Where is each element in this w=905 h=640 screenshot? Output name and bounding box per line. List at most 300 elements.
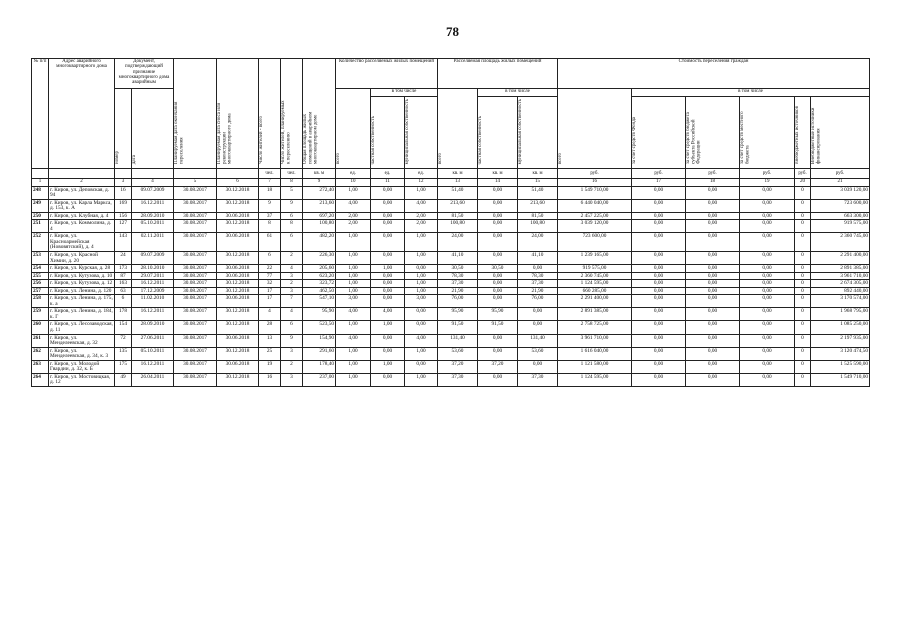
residents-planned-cell: 3 [281,347,303,360]
count-private-cell: 1,00 [371,321,405,334]
table-row [32,321,870,334]
cost-other-cell: 0 [795,272,811,280]
document-number-cell: 169 [115,199,132,212]
area-municipal-cell: 0,00 [518,321,558,334]
cost-region-cell: 0,00 [686,373,740,386]
area-private-cell: 95,90 [478,308,518,321]
header-cost-fund: за счет средств Фонда [632,97,686,169]
document-number-cell: 175 [115,360,132,373]
residents-planned-cell: 2 [281,360,303,373]
area-private-cell: 0,00 [478,287,518,295]
cost-extra-cell: 1 525 590,00 [811,360,870,373]
count-all-cell: 4,00 [336,308,371,321]
cost-local-cell: 0,00 [740,334,795,347]
table-row [32,373,870,386]
area-municipal-cell: 76,00 [518,295,558,308]
count-municipal-cell: 1,00 [405,272,438,280]
plan-date-cell: 30.08.2017 [174,373,217,386]
total-area-cell: 697,20 [303,212,336,220]
residents-total-cell: 37 [259,212,281,220]
row-number: 260 [32,321,49,334]
cost-fund-cell: 0,00 [632,347,686,360]
row-number: 252 [32,233,49,252]
header-cost-all: всего [558,89,632,169]
cost-other-cell: 0 [795,308,811,321]
column-number-cell: 13 [438,178,478,186]
plan-date-cell: 30.08.2017 [174,252,217,265]
cost-fund-cell: 0,00 [632,199,686,212]
residents-total-cell: 8 [259,220,281,233]
area-municipal-cell: 37,30 [518,373,558,386]
header-area-all: всего [438,89,478,169]
area-private-cell: 0,00 [478,295,518,308]
address-cell: г. Киров, ул. Кутузова, д. 10 [49,272,115,280]
header-doc-number: номер [115,89,132,169]
address-cell: г. Киров, ул. Красной Химии, д. 20 [49,252,115,265]
table-row [32,280,870,288]
cost-all-cell: 1 239 165,00 [558,252,632,265]
demolition-date-cell: 30.12.2018 [217,220,259,233]
address-cell: г. Киров, ул. Мостовицкая, д. 12 [49,373,115,386]
cost-local-cell: 0,00 [740,272,795,280]
demolition-date-cell: 30.12.2018 [217,347,259,360]
document-number-cell: 63 [115,287,132,295]
column-number-cell: 5 [174,178,217,186]
address-cell: г. Киров, ул. Ленина, д. 120 [49,287,115,295]
area-all-cell: 37,30 [438,280,478,288]
cost-fund-cell: 0,00 [632,373,686,386]
residents-planned-cell: 3 [281,272,303,280]
column-number-cell: 2 [49,178,115,186]
header-count-including: в том числе [371,89,438,97]
document-number-cell: 178 [115,308,132,321]
count-all-cell: 1,00 [336,347,371,360]
address-cell: г. Киров, ул. Деповская, д. 94 [49,186,115,199]
row-number: 256 [32,280,49,288]
area-private-cell: 91,50 [478,321,518,334]
area-municipal-cell: 41,10 [518,252,558,265]
cost-fund-cell: 0,00 [632,265,686,273]
area-private-cell: 0,00 [478,220,518,233]
count-all-cell: 1,00 [336,272,371,280]
document-number-cell: 127 [115,220,132,233]
area-all-cell: 37,20 [438,360,478,373]
residents-total-cell: 6 [259,252,281,265]
unit-cell: кв. м [303,168,336,178]
residents-planned-cell: 5 [281,186,303,199]
table-header [32,59,870,187]
table-row [32,295,870,308]
cost-region-cell: 0,00 [686,220,740,233]
header-count-group: Количество расселяемых жилых помещений [336,59,438,89]
count-private-cell: 0,00 [371,373,405,386]
address-cell: г. Киров, ул. Коммолина, д. 4 [49,220,115,233]
document-date-cell: 16.12.2011 [132,199,174,212]
total-area-cell: 462,50 [303,287,336,295]
cost-all-cell: 2 758 725,00 [558,321,632,334]
unit-cell: ед. [336,168,371,178]
cost-extra-cell: 663 300,00 [811,212,870,220]
document-number-cell: 156 [115,212,132,220]
cost-local-cell: 0,00 [740,212,795,220]
residents-total-cell: 17 [259,287,281,295]
cost-region-cell: 0,00 [686,360,740,373]
document-number-cell: 72 [115,334,132,347]
area-private-cell: 0,00 [478,186,518,199]
count-municipal-cell: 1,00 [405,347,438,360]
unit-cell: кв. м [438,168,478,178]
demolition-date-cell: 30.12.2018 [217,199,259,212]
address-cell: г. Киров, ул. Ленина, д. 175, к. а [50,295,113,307]
cost-all-cell: 660 285,00 [558,287,632,295]
document-number-cell: 87 [115,272,132,280]
column-number-cell: 18 [686,178,740,186]
plan-date-cell: 30.08.2017 [174,199,217,212]
total-area-cell: 237,00 [303,373,336,386]
count-private-cell: 0,00 [371,212,405,220]
count-private-cell: 0,00 [371,295,405,308]
cost-all-cell: 3 961 710,00 [558,334,632,347]
count-municipal-cell: 4,00 [405,334,438,347]
area-all-cell: 100,80 [438,220,478,233]
residents-planned-cell: 4 [281,308,303,321]
cost-all-cell: 1 121 580,00 [558,360,632,373]
cost-extra-cell: 3 120 474,50 [811,347,870,360]
count-private-cell: 0,00 [371,186,405,199]
cost-fund-cell: 0,00 [632,360,686,373]
cost-fund-cell: 0,00 [632,334,686,347]
unit-cell: руб. [811,168,870,178]
count-municipal-cell: 0,00 [405,308,438,321]
total-area-cell: 213,60 [303,199,336,212]
row-number: 261 [32,334,49,347]
document-date-cell: 27.06.2011 [132,334,174,347]
cost-local-cell: 0,00 [740,233,795,252]
document-number-cell: 49 [115,373,132,386]
area-municipal-cell: 213,60 [518,199,558,212]
header-area-municipal: муниципальная собственность [518,97,558,169]
cost-all-cell: 1 549 710,00 [558,186,632,199]
count-municipal-cell: 1,00 [405,252,438,265]
column-number-cell: 3 [115,178,132,186]
header-area-private: частная собственность [478,97,518,169]
count-all-cell: 1,00 [336,373,371,386]
area-all-cell: 21,90 [438,287,478,295]
column-number-cell: 8 [281,178,303,186]
cost-region-cell: 0,00 [686,212,740,220]
area-all-cell: 53,60 [438,347,478,360]
residents-total-cell: 4 [259,308,281,321]
cost-fund-cell: 0,00 [632,308,686,321]
header-area-group: Расселяемая площадь жилых помещений [438,59,558,89]
address-cell: г. Киров, ул. Карла Маркса, д. 153, к. А [49,199,115,212]
unit-cell: кв. м [478,168,518,178]
document-date-cell: 16.12.2011 [132,308,174,321]
area-municipal-cell: 21,90 [518,287,558,295]
cost-other-cell: 0 [795,199,811,212]
column-numbers-row [32,178,870,186]
plan-date-cell: 30.08.2017 [174,272,217,280]
area-private-cell: 37,20 [478,360,518,373]
area-municipal-cell: 78,30 [518,272,558,280]
cost-local-cell: 0,00 [740,199,795,212]
cost-other-cell: 0 [795,233,811,252]
cost-fund-cell: 0,00 [632,212,686,220]
residents-planned-cell: 7 [281,295,303,308]
cost-local-cell: 0,00 [740,347,795,360]
cost-local-cell: 0,00 [740,373,795,386]
cost-extra-cell: 3 170 574,00 [811,295,870,308]
residents-planned-cell: 3 [281,287,303,295]
residents-total-cell: 18 [259,186,281,199]
count-all-cell: 4,00 [336,334,371,347]
total-area-cell: 95,90 [303,308,336,321]
row-number: 263 [32,360,49,373]
address-cell: г. Киров, ул. Кутузова, д. 12 [49,280,115,288]
header-cost-other: внебюджетных источников [795,97,811,169]
column-number-cell: 10 [336,178,371,186]
area-all-cell: 51,40 [438,186,478,199]
cost-other-cell: 0 [795,280,811,288]
count-private-cell: 0,00 [371,334,405,347]
cost-region-cell: 0,00 [686,308,740,321]
cost-local-cell: 0,00 [740,265,795,273]
cost-fund-cell: 0,00 [632,220,686,233]
cost-local-cell: 0,00 [740,186,795,199]
cost-fund-cell: 0,00 [632,295,686,308]
residents-total-cell: 13 [259,334,281,347]
cost-fund-cell: 0,00 [632,280,686,288]
document-number-cell: 143 [115,233,132,252]
count-private-cell: 0,00 [371,280,405,288]
cost-all-cell: 2 360 745,00 [558,272,632,280]
cost-fund-cell: 0,00 [632,272,686,280]
cost-extra-cell: 919 575,00 [811,220,870,233]
unit-cell: руб. [795,168,811,178]
table-row [32,233,870,252]
column-number-cell: 16 [558,178,632,186]
count-all-cell: 1,00 [336,360,371,373]
header-plan-date: Планируемая дата окончания переселения [174,59,217,169]
header-doc-date: дата [132,89,174,169]
cost-region-cell: 0,00 [686,252,740,265]
header-cost-region: за счет средств бюджета субъекта Российской Федерации [686,97,740,169]
unit-cell: руб. [632,168,686,178]
table-row [32,252,870,265]
plan-date-cell: 30.08.2017 [174,287,217,295]
area-all-cell: 91,50 [438,321,478,334]
area-municipal-cell: 0,00 [518,360,558,373]
demolition-date-cell: 30.06.2018 [217,334,259,347]
cost-all-cell: 1 616 040,00 [558,347,632,360]
plan-date-cell: 30.08.2017 [174,334,217,347]
cost-extra-cell: 1 968 795,00 [811,308,870,321]
count-all-cell: 2,00 [336,212,371,220]
unit-cell [132,168,174,178]
residents-total-cell: 9 [259,199,281,212]
cost-extra-cell: 723 600,00 [811,199,870,212]
column-number-cell: 12 [405,178,438,186]
document-number-cell: 24 [115,252,132,265]
count-municipal-cell: 1,00 [405,186,438,199]
cost-local-cell: 0,00 [740,252,795,265]
cost-extra-cell: 1 085 250,00 [811,321,870,334]
cost-all-cell: 2 891 385,00 [558,308,632,321]
plan-date-cell: 30.08.2017 [174,308,217,321]
count-private-cell: 4,00 [371,308,405,321]
cost-other-cell: 0 [795,295,811,308]
document-date-cell: 16.12.2011 [132,360,174,373]
count-private-cell: 1,00 [371,360,405,373]
plan-date-cell: 30.08.2017 [174,233,217,252]
unit-cell [32,168,49,178]
table-row [32,199,870,212]
cost-region-cell: 0,00 [686,233,740,252]
cost-all-cell: 723 600,00 [558,233,632,252]
cost-fund-cell: 0,00 [632,233,686,252]
area-private-cell: 0,00 [478,252,518,265]
area-municipal-cell: 131,40 [518,334,558,347]
unit-cell [49,168,115,178]
table-row [32,265,870,273]
demolition-date-cell: 30.12.2018 [217,186,259,199]
document-date-cell: 05.10.2011 [132,347,174,360]
total-area-cell: 623,20 [303,272,336,280]
unit-cell [115,168,132,178]
count-municipal-cell: 0,00 [405,321,438,334]
area-private-cell: 0,00 [478,233,518,252]
count-all-cell: 1,00 [336,265,371,273]
area-all-cell: 213,60 [438,199,478,212]
cost-all-cell: 2 291 400,00 [558,295,632,308]
cost-region-cell: 0,00 [686,272,740,280]
row-number: 255 [32,272,49,280]
document-date-cell: 29.07.2011 [132,272,174,280]
cost-other-cell: 0 [795,321,811,334]
units-row [32,168,870,178]
table-row [32,220,870,233]
residents-total-cell: 25 [259,347,281,360]
row-number: 249 [32,199,49,212]
area-municipal-cell: 24,00 [518,233,558,252]
table-row [32,347,870,360]
cost-local-cell: 0,00 [740,280,795,288]
row-number: 248 [32,186,49,199]
cost-region-cell: 0,00 [686,199,740,212]
plan-date-cell: 30.08.2017 [174,295,217,308]
area-all-cell: 78,30 [438,272,478,280]
cost-region-cell: 0,00 [686,265,740,273]
cost-other-cell: 0 [795,334,811,347]
plan-date-cell: 30.08.2017 [174,220,217,233]
table-body [32,186,870,386]
total-area-cell: 178,40 [303,360,336,373]
address-cell: г. Киров, ул. Лесозаводская, д. 11 [50,321,113,334]
unit-cell: кв. м [518,168,558,178]
plan-date-cell: 30.08.2017 [174,360,217,373]
column-number-cell: 7 [259,178,281,186]
unit-cell: ед. [405,168,438,178]
residents-planned-cell: 9 [281,334,303,347]
address-cell: г. Киров, ул. Молодой Гвардии, д. 32, к. Б [49,360,115,373]
column-number-cell: 4 [132,178,174,186]
count-private-cell: 0,00 [371,347,405,360]
area-private-cell: 0,00 [478,272,518,280]
residents-total-cell: 32 [259,280,281,288]
row-number: 251 [32,220,49,233]
demolition-date-cell: 30.12.2018 [217,308,259,321]
column-number-cell: 1 [32,178,49,186]
address-cell: г. Киров, ул. Менделеевская, д. 34, к. 3 [49,347,115,360]
cost-other-cell: 0 [795,212,811,220]
column-number-cell: 14 [478,178,518,186]
residents-total-cell: 17 [259,295,281,308]
column-number-cell: 21 [811,178,870,186]
count-private-cell: 0,00 [371,220,405,233]
cost-all-cell: 919 575,00 [558,265,632,273]
residents-total-cell: 28 [259,321,281,334]
column-number-cell: 20 [795,178,811,186]
document-date-cell: 16.12.2011 [132,280,174,288]
area-municipal-cell: 0,00 [518,265,558,273]
area-private-cell: 0,00 [478,212,518,220]
cost-local-cell: 0,00 [740,308,795,321]
unit-cell: чел. [281,168,303,178]
table-row [32,334,870,347]
header-count-municipal: муниципальная собственность [405,97,438,169]
row-number: 250 [32,212,49,220]
residents-total-cell: 19 [259,360,281,373]
cost-extra-cell: 2 291 400,00 [811,252,870,265]
cost-extra-cell: 1 549 710,00 [811,373,870,386]
cost-local-cell: 0,00 [740,295,795,308]
total-area-cell: 100,80 [303,220,336,233]
area-municipal-cell: 0,00 [518,308,558,321]
document-date-cell: 05.10.2011 [132,220,174,233]
plan-date-cell: 30.08.2017 [174,347,217,360]
cost-other-cell: 0 [795,252,811,265]
document-date-cell: 02.11.2011 [132,233,174,252]
cost-all-cell: 6 440 040,00 [558,199,632,212]
table-row [32,186,870,199]
area-all-cell: 41,10 [438,252,478,265]
count-all-cell: 1,00 [336,287,371,295]
cost-local-cell: 0,00 [740,287,795,295]
document-date-cell: 28.09.2010 [132,212,174,220]
cost-all-cell: 1 124 595,00 [558,373,632,386]
count-all-cell: 3,00 [336,295,371,308]
cost-extra-cell: 892 440,00 [811,287,870,295]
document-date-cell: 09.07.2009 [132,186,174,199]
residents-total-cell: 22 [259,265,281,273]
plan-date-cell: 30.08.2017 [174,212,217,220]
cost-extra-cell: 2 360 745,00 [811,233,870,252]
row-number: 258 [32,295,49,308]
area-private-cell: 0,00 [478,334,518,347]
unit-cell: руб. [686,168,740,178]
residents-planned-cell: 9 [281,199,303,212]
total-area-cell: 482,20 [303,233,336,252]
count-private-cell: 0,00 [371,252,405,265]
demolition-date-cell: 30.12.2018 [217,252,259,265]
document-number-cell: 135 [115,347,132,360]
residents-planned-cell: 3 [281,373,303,386]
demolition-date-cell: 30.06.2018 [217,212,259,220]
count-all-cell: 1,00 [336,252,371,265]
document-number-cell: 154 [115,321,132,334]
cost-all-cell: 3 039 120,00 [558,220,632,233]
total-area-cell: 547,10 [303,295,336,308]
